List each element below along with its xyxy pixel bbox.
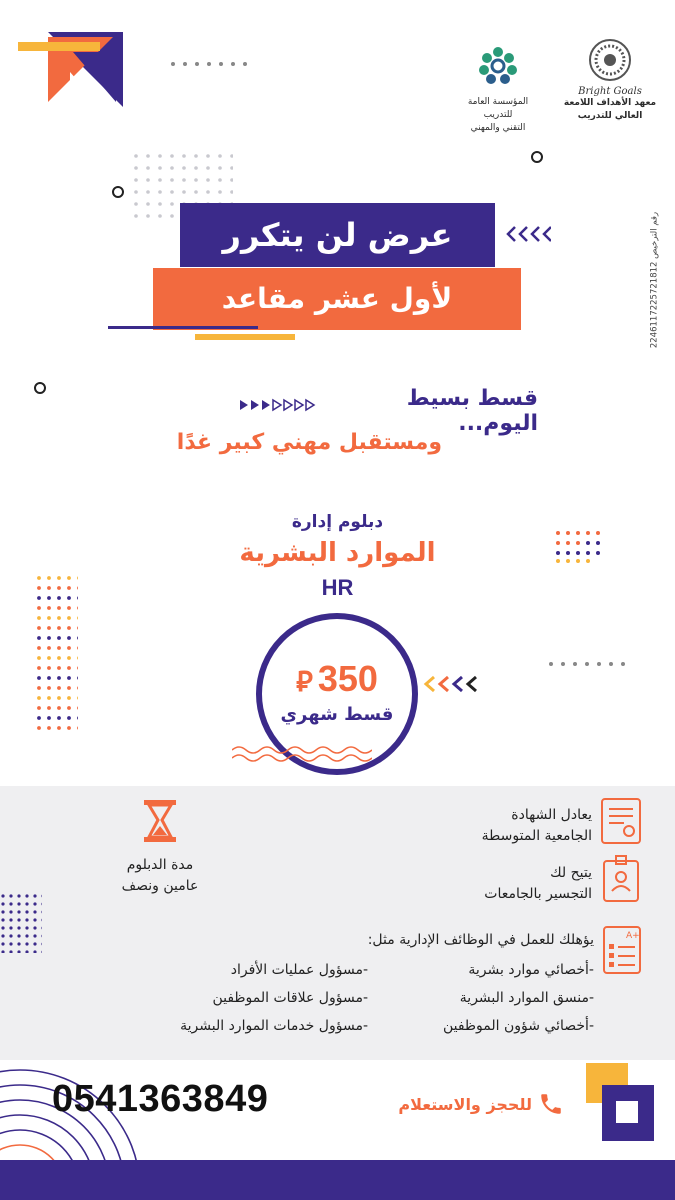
ring-decoration (34, 382, 46, 394)
dot-grid (555, 530, 607, 564)
footer-bar (0, 1160, 675, 1200)
price-period: قسط شهري (280, 704, 394, 725)
bright-goals-line1: معهد الأهداف اللامعة (563, 98, 657, 108)
job-left-3: -مسؤول خدمات الموارد البشرية (180, 1018, 368, 1034)
duration-value: عامين ونصف (121, 878, 199, 894)
diploma-name: الموارد البشرية (239, 538, 436, 568)
purple-underline (108, 326, 258, 329)
job-right-2: -منسق الموارد البشرية (459, 990, 594, 1006)
dotted-line (548, 660, 628, 668)
phone-number[interactable]: 0541363849 (52, 1078, 269, 1120)
tvtc-emblem-icon (478, 44, 518, 92)
dot-grid (0, 893, 42, 953)
checklist-icon (602, 925, 642, 975)
dotted-line (170, 60, 250, 68)
yellow-underline (195, 334, 295, 340)
dot-grid (36, 575, 78, 735)
tvtc-line1: المؤسسة العامة للتدريب (467, 97, 529, 120)
bright-goals-line2: العالي للتدريب (577, 111, 643, 121)
id-badge-icon (602, 855, 640, 903)
job-left-2: -مسؤول علاقات الموظفين (212, 990, 368, 1006)
riyal-icon: ⃁ (296, 665, 313, 698)
feature-1-line2: الجامعية المتوسطة (481, 828, 592, 844)
price-amount-row (268, 658, 406, 700)
bright-goals-emblem-icon (588, 38, 632, 82)
slogan-line1: قسط بسيط اليوم... (406, 386, 538, 436)
duration-label: مدة الدبلوم (126, 857, 194, 873)
jobs-intro: يؤهلك للعمل في الوظائف الإدارية مثل: (367, 932, 594, 948)
tvtc-line2: التقني والمهني (470, 123, 526, 133)
ring-decoration (531, 151, 543, 163)
headline-subtitle: لأول عشر مقاعد (153, 268, 521, 330)
contact-label: للحجز والاستعلام (398, 1095, 532, 1114)
feature-1-line1: يعادل الشهادة (511, 807, 592, 823)
bright-goals-brand: Bright Goals (578, 86, 642, 97)
svg-text:A+: A+ (626, 931, 640, 941)
feature-2-line2: التجسير بالجامعات (484, 886, 592, 902)
feature-2-line1: يتيح لك (550, 865, 592, 881)
price-amount: 350 (317, 658, 378, 699)
slogan-line2: ومستقبل مهني كبير غدًا (176, 430, 442, 455)
certificate-icon (600, 797, 642, 845)
square-emblem (586, 1063, 656, 1143)
chevrons-left-icon (505, 224, 551, 244)
job-right-3: -أخصائي شؤون الموظفين (442, 1018, 594, 1034)
bright-goals-logo (560, 38, 660, 123)
corner-emblem (18, 32, 123, 107)
phone-icon (538, 1091, 564, 1117)
chevrons-left-icon (422, 673, 484, 695)
job-right-1: -أخصائي موارد بشرية (468, 962, 594, 978)
hourglass-icon (144, 800, 176, 842)
headline-title: عرض لن يتكرر (180, 203, 495, 267)
license-number: رقم الترخيص 2246117225721812 (649, 211, 660, 349)
triangle-arrows-icon (240, 398, 318, 412)
diploma-label: دبلوم إدارة (291, 512, 384, 532)
tvtc-logo (458, 44, 538, 135)
job-left-1: -مسؤول عمليات الأفراد (230, 962, 368, 978)
license-number-wrap (647, 195, 663, 370)
wave-decoration (232, 744, 372, 764)
ring-decoration (112, 186, 124, 198)
diploma-abbr: HR (321, 575, 354, 600)
